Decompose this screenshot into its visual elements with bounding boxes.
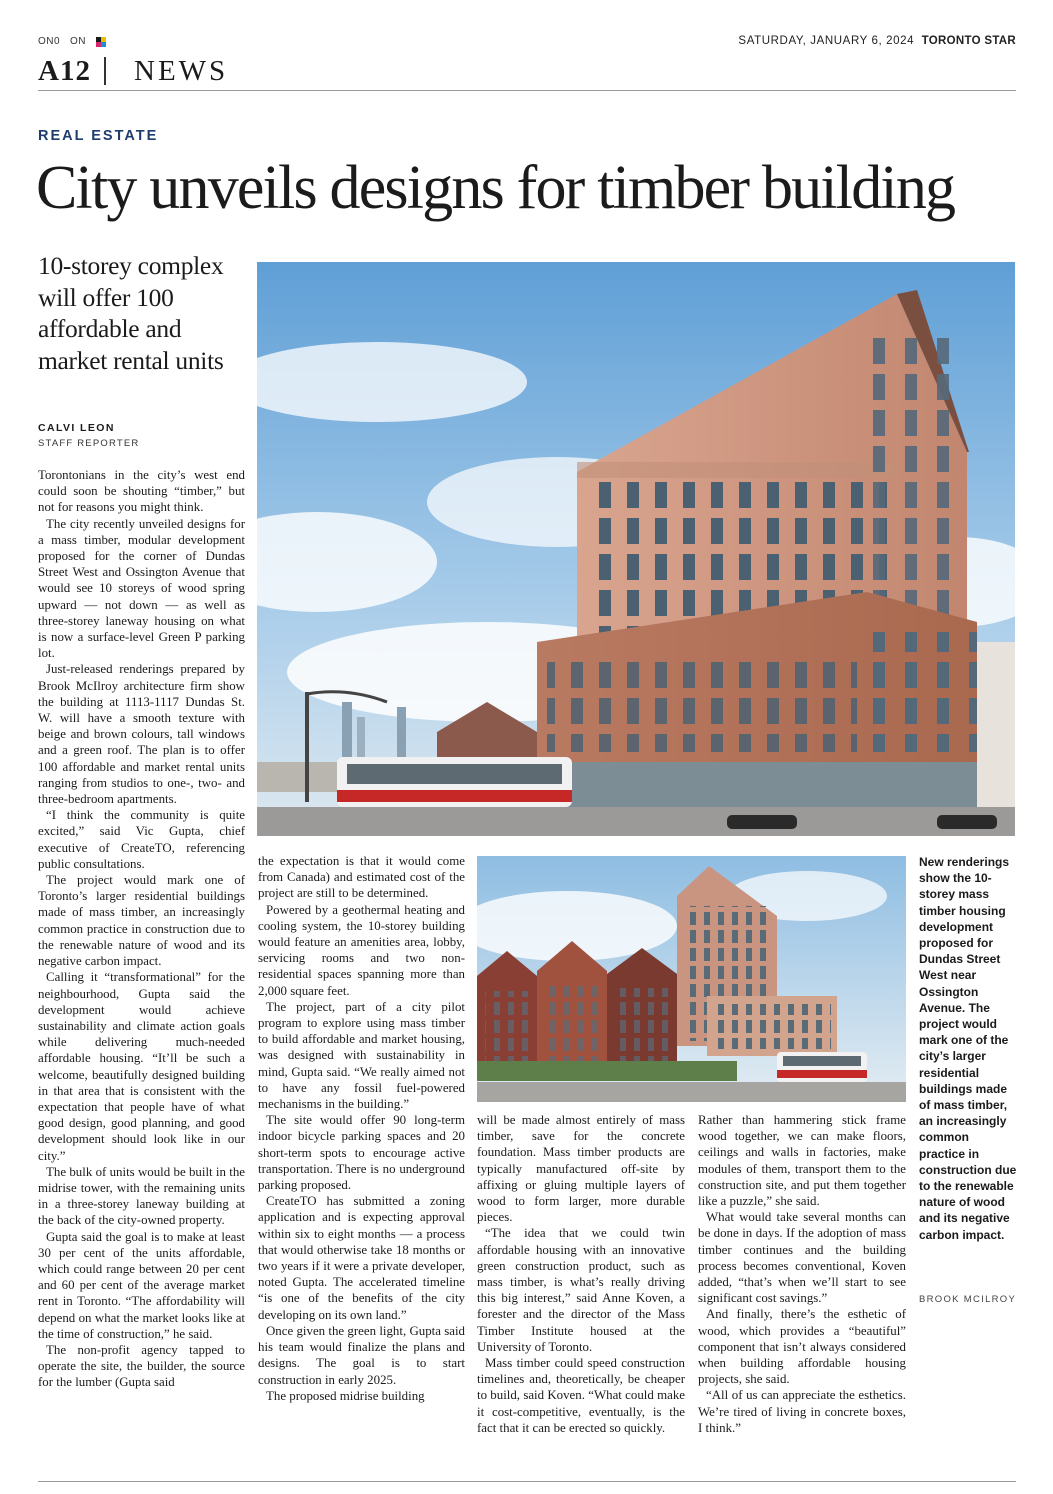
deck: 10-storey complex will offer 100 affordable and market rental units	[38, 251, 224, 375]
dateline	[738, 35, 1016, 47]
article-paragraph: Once given the green light, Gupta said his team would finalize the plans and designs. The goal is to start construction in early 2025.	[258, 1323, 465, 1387]
article-paragraph: The bulk of units would be built in the midrise tower, with the remaining units in a three-storey laneway building at the back of the city-owned property.	[38, 1164, 245, 1228]
article-paragraph: “I think the community is quite excited,” said Vic Gupta, chief executive of CreateTO, referencing public consultations.	[38, 808, 245, 871]
article-paragraph: “The idea that we could twin affordable housing with an innovative green construction product, such as mass timber, is what’s really driving this big interest,” said Anne Koven, a forester and the director of the Mass Timber Institute housed at the University of Toronto.	[477, 1226, 685, 1354]
article-column-1	[38, 467, 245, 1472]
article-paragraph: The city recently unveiled designs for a mass timber, modular development proposed for the corner of Dundas Street West and Ossington Avenue that would see 10 storeys of wood spring upward — not down — as well as three-storey laneway housing on what is now a surface-level Green P parking lot.	[38, 516, 245, 661]
article-paragraph: the expectation is that it would come from Canada) and estimated cost of the project are still to be determined.	[258, 854, 465, 901]
page-number: A12	[38, 55, 91, 87]
street-rendering-image	[477, 856, 906, 1102]
section-kicker: REAL ESTATE	[38, 128, 159, 144]
article-column-4	[698, 1112, 906, 1472]
article-paragraph: The project would mark one of Toronto’s larger residential buildings made of mass timber, an increasingly common practice in construction due to the renewable nature of wood and its negative carbon impact.	[38, 873, 245, 969]
article-paragraph: Mass timber could speed construction timelines and, theoretically, be cheaper to build, said Koven. “What could make it cost-competitive, eventually, is the fact that it can be erected so quickly.	[477, 1356, 685, 1435]
article-paragraph: The project, part of a city pilot program to explore using mass timber to build affordable and market housing, was designed with sustainability in mind, Gupta said. “We really aimed not to have any fossil fuel-powered mechanisms in the building.”	[258, 999, 465, 1112]
headline: City unveils designs for timber building	[36, 154, 955, 222]
article-paragraph: And finally, there’s the esthetic of wood, which provides a “beautiful” component that isn’t always considered when building affordable housing projects, she said.	[698, 1307, 906, 1387]
article-column-2	[258, 853, 465, 1473]
article-paragraph: Rather than hammering stick frame wood together, we can make floors, ceilings and walls in factories, make modules of them, transport them to the construction site, and put them together like a puzzle,” she said.	[698, 1113, 906, 1209]
section-name: NEWS	[134, 55, 229, 87]
color-registration-icon	[96, 37, 106, 47]
article-paragraph: The site would offer 90 long-term indoor bicycle parking spaces and 20 short-term spots to encourage active transportation. There is no underground parking proposed.	[258, 1113, 465, 1193]
photo-credit: BROOK MCILROY	[919, 1294, 1017, 1305]
issue-date: SATURDAY, JANUARY 6, 2024	[738, 35, 915, 47]
paper-name: TORONTO STAR	[921, 35, 1016, 47]
byline-author: CALVI LEON	[38, 422, 115, 434]
edition-code: ON0	[38, 36, 61, 47]
byline-role: STAFF REPORTER	[38, 438, 140, 449]
photo-caption: New renderings show the 10-storey mass timber housing development proposed for Dundas Street West near Ossington Avenue. The project would mark one of the city’s larger residential buildings made of mass timber, an increasingly common practice in construction due to the renewable nature of wood and its negative carbon impact.	[919, 855, 1017, 1242]
article-paragraph: The non-profit agency tapped to operate the site, the builder, the source for the lumber (Gupta said	[38, 1342, 245, 1390]
main-rendering-image	[257, 262, 1015, 836]
article-column-3	[477, 1112, 685, 1472]
article-paragraph: “All of us can appreciate the esthetics. We’re tired of living in concrete boxes, I think.”	[698, 1388, 906, 1435]
article-paragraph: Just-released renderings prepared by Brook McIlroy architecture firm show the building at 1113-1117 Dundas St. W. will have a smooth texture with beige and brown colours, tall windows and a green roof. The plan is to offer 100 affordable and market rental units ranging from studios to one-, two- and three-bedroom apartments.	[38, 662, 245, 807]
edition-code-secondary: ON	[70, 36, 86, 47]
masthead-bar	[38, 34, 1016, 50]
article-paragraph: Calling it “transformational” for the neighbourhood, Gupta said the development would achieve sustainability and climate action goals while delivering much-needed affordable housing. “It’ll be such a welcome, beautifully designed building in that area that is consistent with the expectation that people have of what good design, good planning, and good development should look like in our city.”	[38, 970, 245, 1163]
page-header-divider	[104, 57, 106, 85]
article-paragraph: Torontonians in the city’s west end could soon be shouting “timber,” but not for reasons you might think.	[38, 468, 245, 515]
article-paragraph: Gupta said the goal is to make at least 30 per cent of the units affordable, which could range between 20 per cent and 60 per cent of the average market rent in Toronto. “The affordability will depend on what the market looks like at the time of construction,” he said.	[38, 1229, 245, 1341]
footer-rule	[38, 1481, 1016, 1482]
article-paragraph: The proposed midrise building	[266, 1388, 425, 1403]
article-paragraph: CreateTO has submitted a zoning application and is expecting approval within six to eight months — a process that would otherwise take 18 months or two years if it were a private developer, noted Gupta. The accelerated timeline “is one of the benefits of the city developing on its own land.”	[258, 1194, 465, 1322]
article-paragraph: Powered by a geothermal heating and cooling system, the 10-storey building would feature an amenities area, lobby, servicing rooms and two non-residential spaces spanning more than 2,000 square feet.	[258, 902, 465, 998]
article-paragraph: What would take several months can be done in days. If the adoption of mass timber continues and the building process becomes conventional, Koven added, “that’s when we’ll start to see significant cost savings.”	[698, 1210, 906, 1306]
header-rule	[38, 90, 1016, 91]
article-paragraph: will be made almost entirely of mass timber, save for the concrete foundation. Mass timber products are typically manufactured off-site by affixing or gluing multiple layers of wood to form larger, more durable pieces.	[477, 1113, 685, 1225]
